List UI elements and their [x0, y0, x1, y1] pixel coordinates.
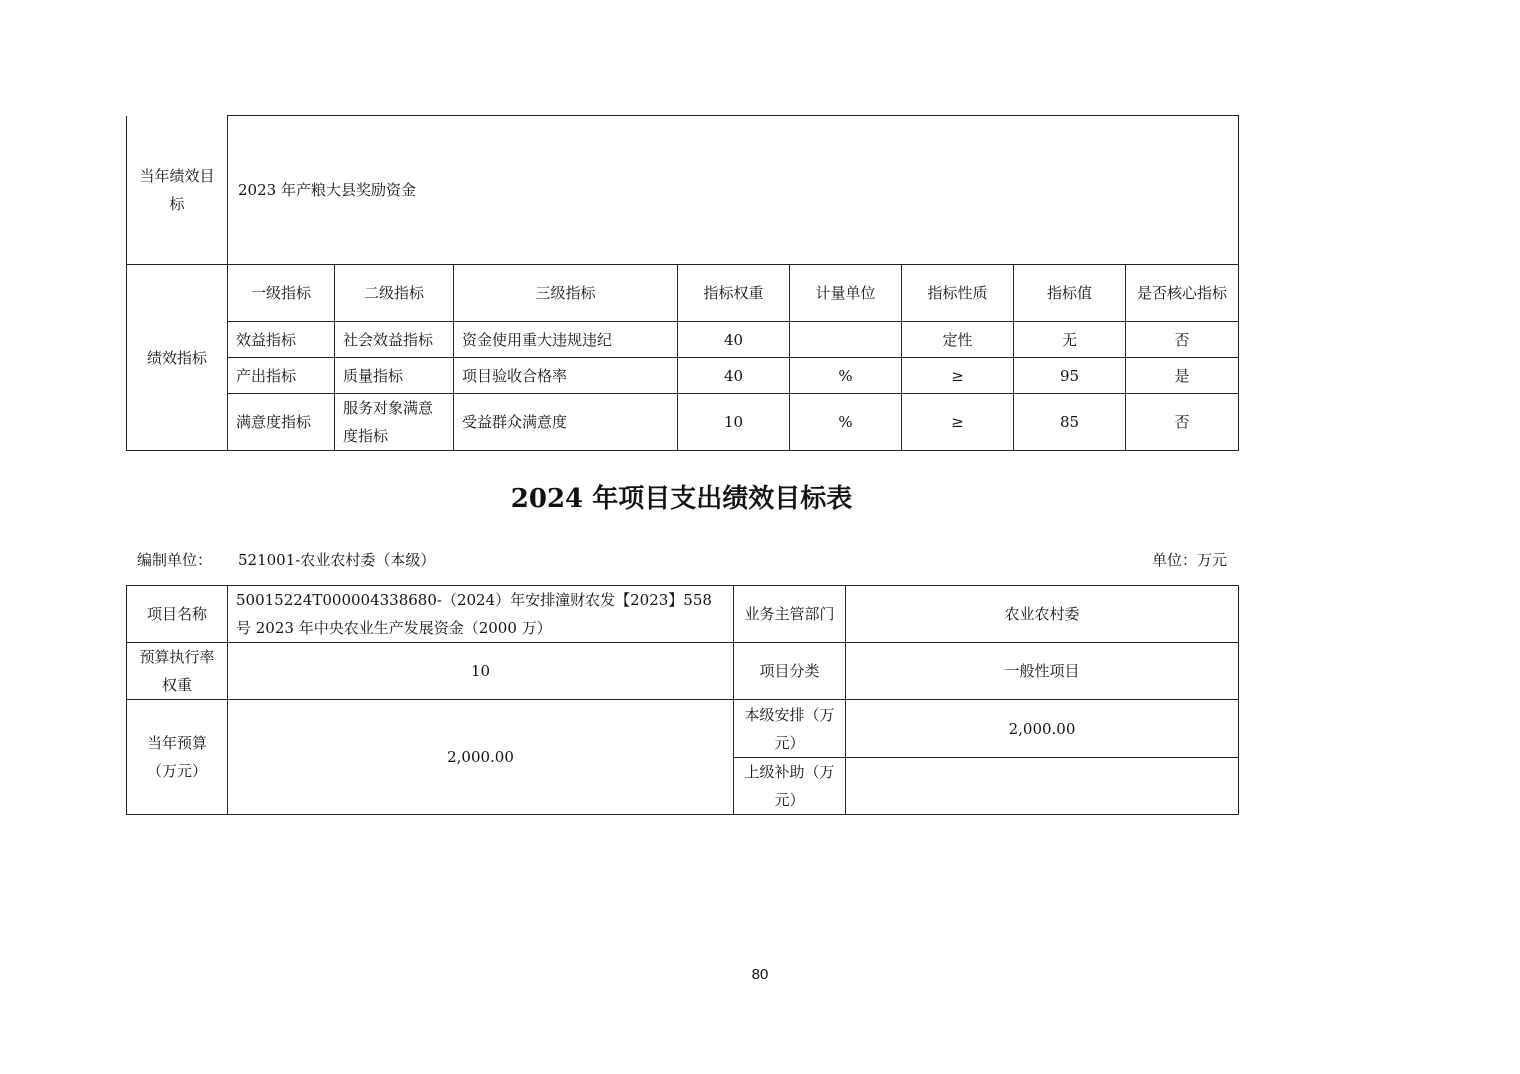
exec-rate-label: 预算执行率权重	[127, 643, 228, 700]
unit-line	[137, 549, 1227, 575]
cell-level2: 社会效益指标	[335, 322, 454, 358]
cell-level2: 服务对象满意度指标	[335, 394, 454, 451]
cell-weight: 10	[678, 394, 790, 451]
header-core: 是否核心指标	[1126, 265, 1239, 322]
cell-core: 是	[1126, 358, 1239, 394]
cell-nature: ≥	[902, 358, 1014, 394]
cell-level1: 满意度指标	[228, 394, 335, 451]
page-title: 2024 年项目支出绩效目标表	[510, 484, 853, 514]
cell-level2: 质量指标	[335, 358, 454, 394]
header-weight: 指标权重	[678, 265, 790, 322]
header-unit: 计量单位	[790, 265, 902, 322]
header-value: 指标值	[1014, 265, 1126, 322]
category-label: 项目分类	[734, 643, 846, 700]
goal-value: 2023 年产粮大县奖励资金	[228, 116, 1239, 265]
project-name-label: 项目名称	[127, 586, 228, 643]
cell-core: 否	[1126, 322, 1239, 358]
cell-level3: 受益群众满意度	[454, 394, 678, 451]
page-number: 80	[751, 966, 769, 983]
indicators-label: 绩效指标	[127, 265, 228, 451]
cell-value: 无	[1014, 322, 1126, 358]
cell-level3: 项目验收合格率	[454, 358, 678, 394]
table-row	[127, 394, 1239, 451]
cell-weight: 40	[678, 358, 790, 394]
budget-label: 当年预算（万元）	[127, 700, 228, 815]
upper-label: 上级补助（万元）	[734, 758, 846, 815]
local-value: 2,000.00	[846, 700, 1239, 758]
cell-weight: 40	[678, 322, 790, 358]
table-row	[127, 322, 1239, 358]
category-value: 一般性项目	[846, 643, 1239, 700]
cell-core: 否	[1126, 394, 1239, 451]
org-label: 编制单位：	[137, 551, 213, 569]
cell-level1: 产出指标	[228, 358, 335, 394]
header-level1: 一级指标	[228, 265, 335, 322]
performance-indicator-table	[126, 115, 1239, 451]
cell-value: 95	[1014, 358, 1126, 394]
dept-value: 农业农村委	[846, 586, 1239, 643]
project-summary-table	[126, 585, 1239, 815]
cell-nature: ≥	[902, 394, 1014, 451]
header-level2: 二级指标	[335, 265, 454, 322]
header-level3: 三级指标	[454, 265, 678, 322]
header-nature: 指标性质	[902, 265, 1014, 322]
cell-unit	[790, 322, 902, 358]
cell-value: 85	[1014, 394, 1126, 451]
budget-value: 2,000.00	[228, 700, 734, 815]
project-name-value: 50015224T000004338680-（2024）年安排潼财农发【2023】558 号 2023 年中央农业生产发展资金（2000 万）	[228, 586, 734, 643]
goal-label: 当年绩效目标	[127, 116, 228, 265]
upper-value	[846, 758, 1239, 815]
dept-label: 业务主管部门	[734, 586, 846, 643]
table-row	[127, 358, 1239, 394]
cell-level3: 资金使用重大违规违纪	[454, 322, 678, 358]
cell-nature: 定性	[902, 322, 1014, 358]
exec-rate-value: 10	[228, 643, 734, 700]
cell-level1: 效益指标	[228, 322, 335, 358]
cell-unit: %	[790, 358, 902, 394]
currency-unit: 单位：万元	[1151, 551, 1227, 569]
org-value: 521001-农业农村委（本级）	[238, 551, 436, 569]
cell-unit: %	[790, 394, 902, 451]
local-label: 本级安排（万元）	[734, 700, 846, 758]
